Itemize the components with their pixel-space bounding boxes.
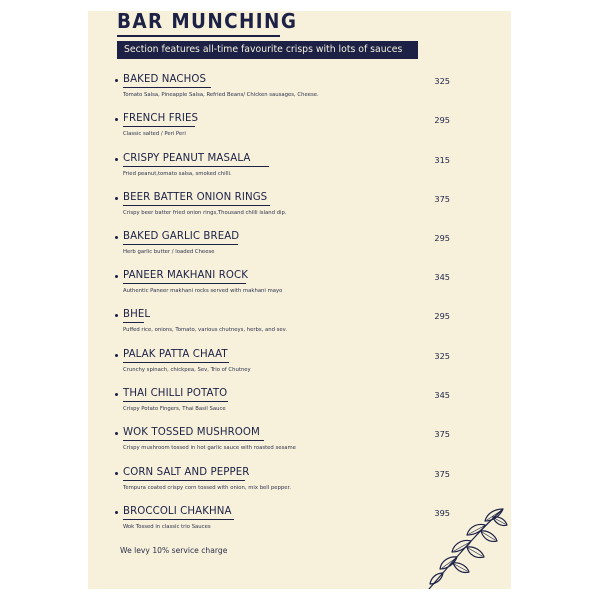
bullet-icon xyxy=(115,197,118,200)
item-price: 295 xyxy=(434,311,450,321)
bullet-icon xyxy=(115,511,118,514)
item-underline xyxy=(123,283,246,284)
item-name: CORN SALT AND PEPPER xyxy=(123,467,250,478)
menu-page xyxy=(88,11,511,589)
item-price: 375 xyxy=(434,429,450,439)
menu-item xyxy=(88,74,511,114)
item-price: 295 xyxy=(434,115,450,125)
bullet-icon xyxy=(115,472,118,475)
item-name: FRENCH FRIES xyxy=(123,113,199,124)
leaf-branch-icon xyxy=(423,503,509,589)
item-name: PALAK PATTA CHAAT xyxy=(123,349,228,360)
item-description: Classic salted / Peri Peri xyxy=(123,131,186,137)
item-price: 295 xyxy=(434,233,450,243)
item-description: Crispy beer batter fried onion rings,Thousand chilli island dip. xyxy=(123,210,287,216)
item-name: BAKED GARLIC BREAD xyxy=(123,231,240,242)
item-name: BEER BATTER ONION RINGS xyxy=(123,192,268,203)
menu-item xyxy=(88,309,511,349)
menu-item xyxy=(88,467,511,507)
bullet-icon xyxy=(115,79,118,82)
bullet-icon xyxy=(115,236,118,239)
item-price: 315 xyxy=(434,155,450,165)
item-price: 375 xyxy=(434,469,450,479)
item-underline xyxy=(123,440,264,441)
item-name: CRISPY PEANUT MASALA xyxy=(123,153,251,164)
title-underline xyxy=(117,35,280,37)
item-price: 345 xyxy=(434,272,450,282)
item-underline xyxy=(123,480,245,481)
item-name: BAKED NACHOS xyxy=(123,74,207,85)
item-price: 325 xyxy=(434,351,450,361)
bullet-icon xyxy=(115,354,118,357)
item-description: Tempura coated crispy corn tossed with onion, mix bell pepper. xyxy=(123,485,291,491)
bullet-icon xyxy=(115,432,118,435)
item-price: 325 xyxy=(434,76,450,86)
item-name: WOK TOSSED MUSHROOM xyxy=(123,427,260,438)
menu-item xyxy=(88,192,511,232)
item-description: Wok Tossed in classic trio Sauces xyxy=(123,524,211,530)
item-underline xyxy=(123,362,229,363)
item-underline xyxy=(123,244,238,245)
item-description: Fried peanut,tomato salsa, smoked chilli. xyxy=(123,171,232,177)
item-underline xyxy=(123,166,269,167)
menu-item xyxy=(88,349,511,389)
item-description: Puffed rice, onions, Tomato, various chutneys, herbs, and sev. xyxy=(123,327,288,333)
item-underline xyxy=(123,205,270,206)
bullet-icon xyxy=(115,393,118,396)
menu-item xyxy=(88,113,511,153)
item-name: BROCCOLI CHAKHNA xyxy=(123,506,232,517)
item-price: 345 xyxy=(434,390,450,400)
menu-item xyxy=(88,231,511,271)
menu-item xyxy=(88,270,511,310)
item-description: Crunchy spinach, chickpea, Sev, Trio of Chutney xyxy=(123,367,251,373)
item-underline xyxy=(123,519,234,520)
service-charge-note: We levy 10% service charge xyxy=(120,546,228,555)
item-name: BHEL xyxy=(123,309,151,320)
bullet-icon xyxy=(115,158,118,161)
item-description: Crispy mushroom tossed in hot garlic sauce with roasted sesame xyxy=(123,445,296,451)
menu-title: BAR MUNCHING xyxy=(117,11,298,33)
item-description: Crispy Potato Fingers, Thai Basil Sauce xyxy=(123,406,226,412)
item-underline xyxy=(123,322,144,323)
section-banner: Section features all-time favourite crisps with lots of sauces xyxy=(117,41,418,59)
item-underline xyxy=(123,87,211,88)
menu-item xyxy=(88,153,511,193)
item-description: Authentic Paneer makhani rocks served with makhani mayo xyxy=(123,288,283,294)
bullet-icon xyxy=(115,118,118,121)
item-underline xyxy=(123,126,195,127)
item-price: 395 xyxy=(434,508,450,518)
item-price: 375 xyxy=(434,194,450,204)
item-description: Tomato Salsa, Pineapple Salsa, Refried Beans/ Chicken sausages, Cheese. xyxy=(123,92,319,98)
bullet-icon xyxy=(115,275,118,278)
menu-item xyxy=(88,427,511,467)
item-name: THAI CHILLI POTATO xyxy=(123,388,228,399)
item-name: PANEER MAKHANI ROCK xyxy=(123,270,248,281)
item-underline xyxy=(123,401,228,402)
menu-item xyxy=(88,388,511,428)
item-description: Herb garlic butter / loaded Cheese xyxy=(123,249,215,255)
bullet-icon xyxy=(115,314,118,317)
